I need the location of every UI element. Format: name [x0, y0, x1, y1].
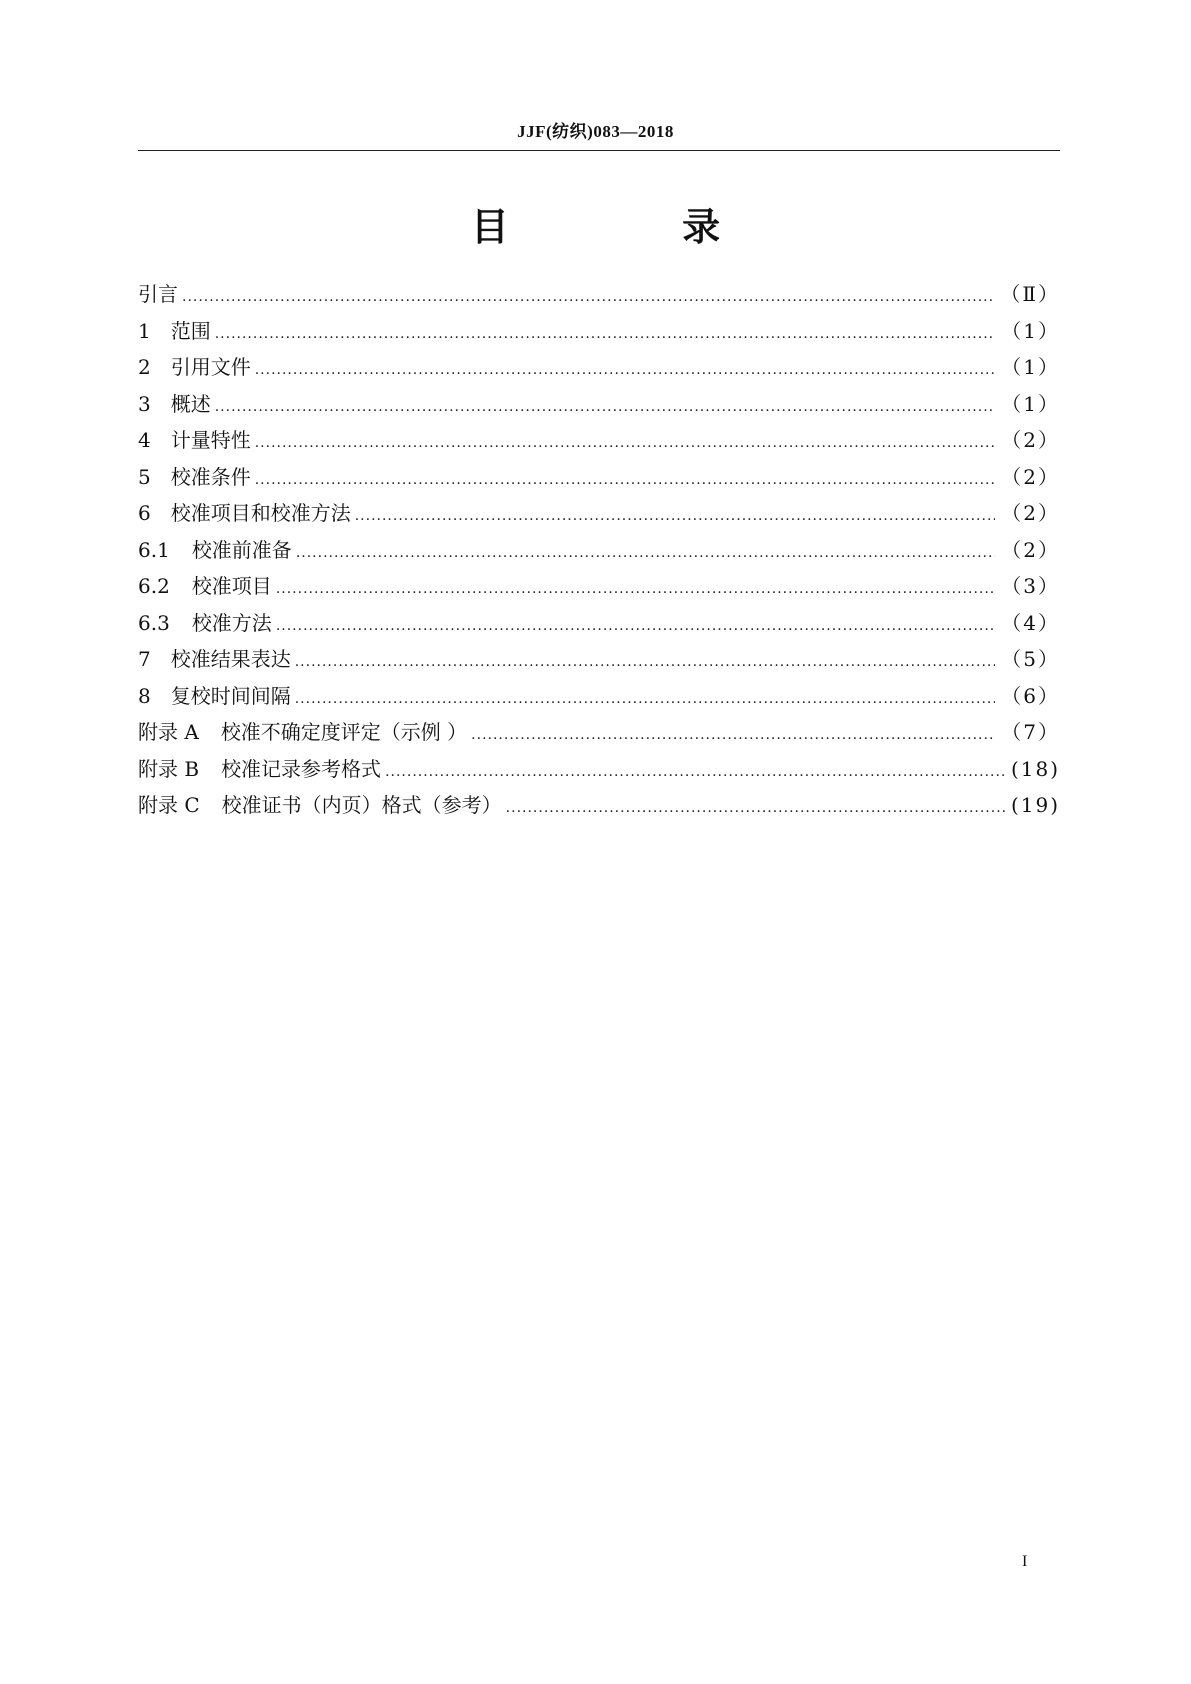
header-divider — [138, 150, 1060, 151]
toc-entry-number: 附录 A — [138, 720, 199, 744]
toc-leader-dots — [295, 644, 996, 681]
toc-entry-label: 校准不确定度评定（示例 ） — [220, 720, 468, 744]
toc-entry-text — [138, 568, 272, 605]
toc-entry-page: （1） — [1001, 355, 1060, 379]
toc-entry-text — [138, 641, 291, 678]
page-number: I — [1022, 1553, 1028, 1570]
toc-entry[interactable] — [138, 714, 1060, 751]
page-title: 目 录 — [470, 205, 801, 249]
toc-entry-page: （Ⅱ） — [1000, 282, 1060, 306]
toc-entry-text — [138, 787, 502, 824]
toc-entry[interactable] — [138, 422, 1060, 459]
toc-leader-dots — [295, 681, 996, 718]
toc-entry-page: （2） — [1001, 428, 1060, 452]
toc-entry-label: 校准结果表达 — [170, 647, 291, 671]
toc-entry-page: （2） — [1001, 464, 1060, 489]
toc-entry-number: 6.3 — [138, 610, 170, 635]
toc-entry-label: 引用文件 — [170, 355, 251, 379]
toc-entry[interactable] — [138, 568, 1060, 605]
toc-entry-page: （2） — [1001, 537, 1060, 562]
toc-leader-dots — [385, 754, 1005, 791]
toc-entry-label: 概述 — [170, 391, 211, 416]
toc-entry-label: 复校时间间隔 — [170, 683, 291, 708]
toc-leader-dots — [276, 571, 995, 608]
toc-entry-number: 1 — [138, 318, 151, 343]
toc-leader-dots — [471, 717, 995, 754]
toc-entry-number: 2 — [138, 355, 151, 379]
toc-entry-text — [138, 349, 251, 386]
toc-leader-dots — [506, 790, 1005, 827]
toc-entry-number: 3 — [138, 391, 151, 416]
toc-entry-label: 校准项目 — [191, 574, 272, 598]
toc-leader-dots — [355, 498, 996, 535]
standard-code-header: JJF(纺织)083—2018 — [517, 122, 674, 141]
toc-entry-label: 校准记录参考格式 — [221, 756, 382, 781]
toc-entry[interactable] — [138, 495, 1060, 532]
toc-leader-dots — [255, 425, 996, 462]
toc-entry-text — [138, 459, 251, 496]
toc-entry-text — [138, 751, 381, 788]
toc-entry-text — [138, 422, 251, 459]
toc-entry-label: 校准项目和校准方法 — [170, 501, 351, 525]
toc-entry-text — [138, 313, 211, 350]
toc-entry[interactable] — [138, 532, 1060, 569]
toc-leader-dots — [255, 352, 996, 389]
toc-entry-page: （1） — [1001, 391, 1060, 416]
toc-entry-page: （5） — [1001, 647, 1060, 671]
toc-leader-dots — [255, 462, 996, 499]
toc-leader-dots — [182, 279, 994, 316]
toc-entry-page: （2） — [1001, 501, 1060, 525]
toc-entry-text — [138, 714, 467, 751]
toc-leader-dots — [215, 389, 996, 426]
toc-leader-dots — [215, 316, 996, 353]
toc-entry-number: 6 — [138, 501, 151, 525]
toc-entry-label: 计量特性 — [170, 428, 251, 452]
toc-entry-number: 5 — [138, 464, 151, 489]
toc-entry-text — [138, 386, 211, 423]
toc-entry-text — [138, 605, 272, 642]
toc-entry[interactable] — [138, 751, 1060, 788]
toc-entry[interactable] — [138, 313, 1060, 350]
toc-entry-text — [138, 678, 291, 715]
toc-entry[interactable] — [138, 641, 1060, 678]
toc-entry-label: 校准前准备 — [191, 537, 292, 562]
toc-entry-label: 校准证书（内页）格式（参考） — [221, 793, 502, 817]
toc-entry-page: (18) — [1010, 756, 1060, 781]
toc-entry[interactable] — [138, 386, 1060, 423]
toc-entry-number: 7 — [138, 647, 151, 671]
toc-entry-number: 4 — [138, 428, 151, 452]
toc-entry-number: 6.1 — [138, 537, 170, 562]
toc-entry[interactable] — [138, 787, 1060, 824]
toc-entry[interactable] — [138, 349, 1060, 386]
toc-entry[interactable] — [138, 678, 1060, 715]
toc-entry-label: 范围 — [170, 318, 211, 343]
toc-entry-label: 校准条件 — [170, 464, 251, 489]
toc-entry-number: 6.2 — [138, 574, 170, 598]
toc-entry[interactable] — [138, 605, 1060, 642]
toc-leader-dots — [276, 608, 995, 645]
toc-entry-label: 校准方法 — [191, 610, 272, 635]
toc-entry-page: （7） — [1001, 720, 1060, 744]
toc-entry-page: （3） — [1001, 574, 1060, 598]
toc-entry-page: （6） — [1001, 683, 1060, 708]
toc-entry-label: 引言 — [138, 282, 178, 306]
table-of-contents — [138, 276, 1060, 824]
toc-entry[interactable] — [138, 276, 1060, 313]
toc-entry-page: （1） — [1001, 318, 1060, 343]
toc-entry-page: （4） — [1001, 610, 1060, 635]
toc-entry-text — [138, 532, 292, 569]
toc-entry-number: 附录 B — [138, 756, 200, 781]
toc-entry-text — [138, 495, 351, 532]
toc-leader-dots — [296, 535, 995, 572]
toc-entry-number: 附录 C — [138, 793, 200, 817]
toc-entry-number: 8 — [138, 683, 151, 708]
toc-entry[interactable] — [138, 459, 1060, 496]
toc-entry-page: (19) — [1010, 793, 1060, 817]
